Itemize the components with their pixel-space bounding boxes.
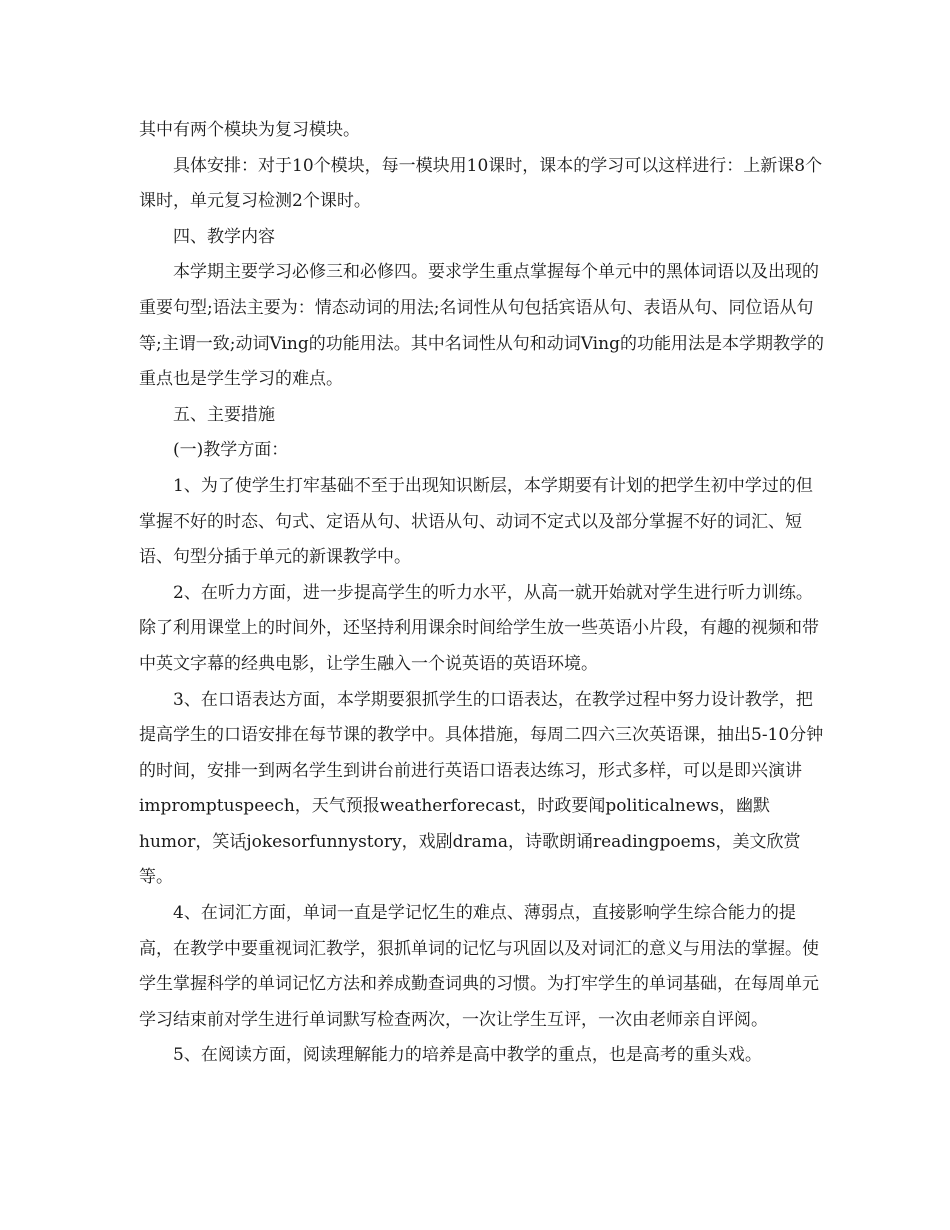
paragraph-measure-3-speaking: 3、在口语表达方面，本学期要狠抓学生的口语表达，在教学过程中努力设计教学，把提高学生的口语安排在每节课的教学中。具体措施，每周二四六三次英语课，抽出5-10分钟的时间，安排一到两名学生到讲台前进行英语口语表达练习，形式多样，可以是即兴演讲impromptuspeech，天气预报weatherforecast，时政要闻politicalnews，幽默humor，笑话jokesorfunnystory，戏剧drama，诗歌朗诵readingpoems，美文欣赏等。	[139, 689, 824, 888]
paragraph-measure-2-listening: 2、在听力方面，进一步提高学生的听力水平，从高一就开始就对学生进行听力训练。除了利用课堂上的时间外，还坚持利用课余时间给学生放一些英语小片段，有趣的视频和带中英文字幕的经典电影，让学生融入一个说英语的英语环境。	[139, 582, 819, 674]
document-body	[139, 113, 829, 1074]
paragraph-schedule: 具体安排：对于10个模块，每一模块用10课时，课本的学习可以这样进行：上新课8个课时，单元复习检测2个课时。	[139, 155, 823, 212]
section-heading-teaching-content: 四、教学内容	[173, 226, 275, 247]
paragraph-measure-1: 1、为了使学生打牢基础不至于出现知识断层，本学期要有计划的把学生初中学过的但掌握不好的时态、句式、定语从句、状语从句、动词不定式以及部分掌握不好的词汇、短语、句型分插于单元的新课教学中。	[139, 475, 813, 568]
section-heading-main-measures: 五、主要措施	[173, 404, 275, 425]
paragraph-continuation: 其中有两个模块为复习模块。	[139, 120, 360, 140]
paragraph-measure-4-vocabulary: 4、在词汇方面，单词一直是学记忆生的难点、薄弱点，直接影响学生综合能力的提高，在教学中要重视词汇教学，狠抓单词的记忆与巩固以及对词汇的意义与用法的掌握。使学生掌握科学的单词记忆方法和养成勤查词典的习惯。为打牢学生的单词基础，在每周单元学习结束前对学生进行单词默写检查两次，一次让学生互评，一次由老师亲自评阅。	[139, 903, 819, 1030]
paragraph-teaching-content: 本学期主要学习必修三和必修四。要求学生重点掌握每个单元中的黑体词语以及出现的重要句型;语法主要为：情态动词的用法;名词性从句包括宾语从句、表语从句、同位语从句等;主谓一致;动词Ving的功能用法。其中名词性从句和动词Ving的功能用法是本学期教学的重点也是学生学习的难点。	[139, 262, 824, 390]
subsection-heading-teaching-aspect: (一)教学方面：	[173, 440, 289, 461]
paragraph-measure-5-reading: 5、在阅读方面，阅读理解能力的培养是高中教学的重点，也是高考的重头戏。	[173, 1045, 762, 1066]
